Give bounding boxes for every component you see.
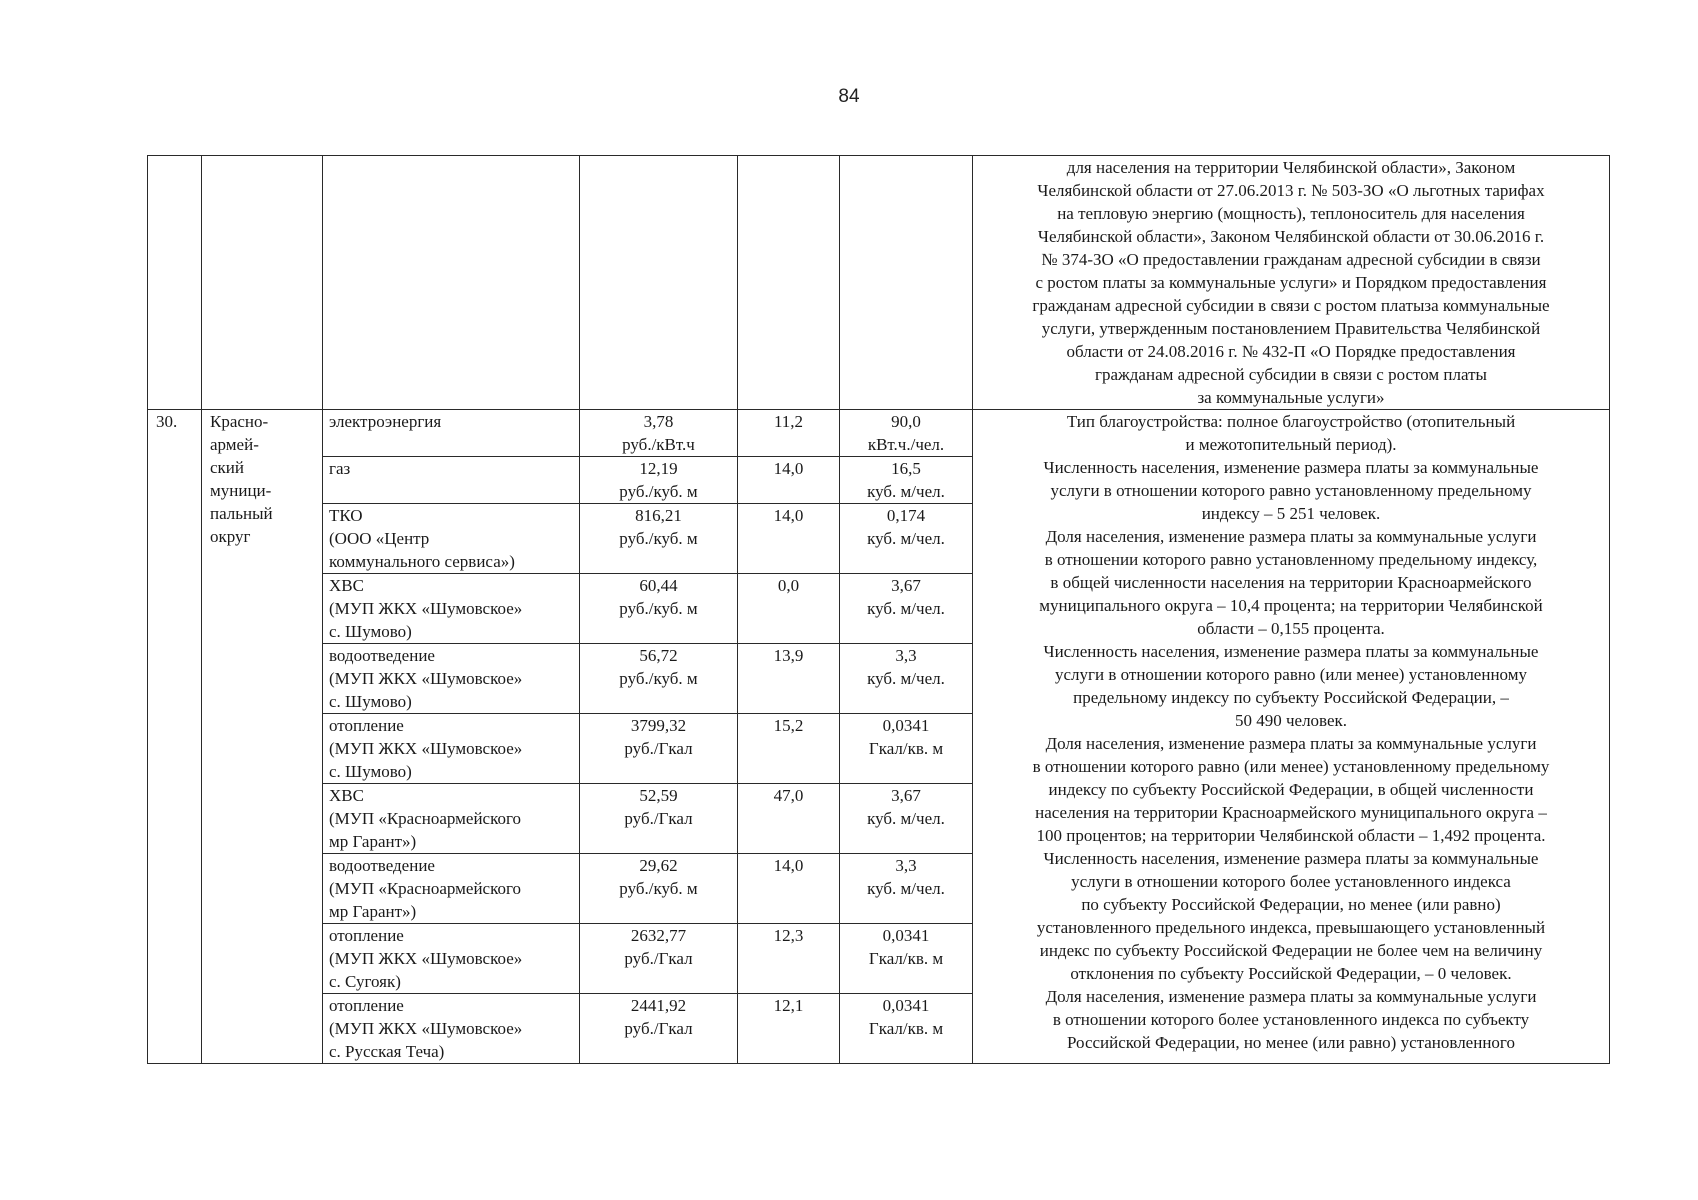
tariff-value <box>580 784 738 854</box>
norm-line: куб. м/чел. <box>867 529 945 548</box>
service-name <box>323 457 580 504</box>
index-value: 15,2 <box>738 714 840 784</box>
norm-line: куб. м/чел. <box>867 879 945 898</box>
service-name-line: газ <box>329 459 351 478</box>
municipality-name-line: ский <box>210 458 244 477</box>
note-line: услуги в отношении которого равно (или менее) установленному <box>1055 665 1527 684</box>
tariff-value <box>580 644 738 714</box>
index-value: 14,0 <box>738 854 840 924</box>
note-line: за коммунальные услуги» <box>1197 388 1385 407</box>
service-name-line: (МУП «Красноармейского <box>329 809 522 828</box>
note-line: Численность населения, изменение размера платы за коммунальные <box>1043 458 1539 477</box>
note-line: для населения на территории Челябинской области», Законом <box>1066 158 1516 177</box>
tariff-line: руб./Гкал <box>624 949 693 968</box>
note-line: в отношении которого равно (или менее) установленному предельному <box>1032 757 1550 776</box>
service-name-line: водоотведение <box>329 646 435 665</box>
tariff-line: руб./Гкал <box>624 739 693 758</box>
note-line: Доля населения, изменение размера платы за коммунальные услуги <box>1045 734 1537 753</box>
continuation-norm-cell <box>840 156 973 410</box>
continuation-note-cell <box>973 156 1610 410</box>
service-name <box>323 574 580 644</box>
tariff-value <box>580 574 738 644</box>
note-line: установленного предельного индекса, превышающего установленный <box>1036 918 1546 937</box>
index-value: 13,9 <box>738 644 840 714</box>
service-name-line: ХВС <box>329 786 364 805</box>
note-line: области – 0,155 процента. <box>1197 619 1385 638</box>
note-line: муниципального округа – 10,4 процента; на территории Челябинской <box>1039 596 1543 615</box>
continuation-name-cell <box>202 156 323 410</box>
norm-line: куб. м/чел. <box>867 482 945 501</box>
note-line: 50 490 человек. <box>1234 711 1348 730</box>
entry-number: 30. <box>148 410 202 1064</box>
note-line: по субъекту Российской Федерации, но менее (или равно) <box>1081 895 1501 914</box>
tariff-line: 52,59 <box>639 786 678 805</box>
tariff-line: 3,78 <box>643 412 674 431</box>
note-line: и межотопительный период). <box>1185 435 1397 454</box>
service-name <box>323 784 580 854</box>
service-name <box>323 410 580 457</box>
norm-line: Гкал/кв. м <box>868 1019 944 1038</box>
norm-value <box>840 644 973 714</box>
norm-line: 3,67 <box>891 576 921 595</box>
note-line: Численность населения, изменение размера платы за коммунальные <box>1043 849 1539 868</box>
tariff-line: 29,62 <box>639 856 678 875</box>
note-line: Челябинской области от 27.06.2013 г. № 503-ЗО «О льготных тарифах <box>1037 181 1545 200</box>
index-value: 0,0 <box>738 574 840 644</box>
norm-value <box>840 854 973 924</box>
norm-line: 3,67 <box>891 786 921 805</box>
norm-value <box>840 410 973 457</box>
service-name-line: (ООО «Центр <box>329 529 430 548</box>
note-line: услуги в отношении которого более установленного индекса <box>1071 872 1511 891</box>
service-name-line: отопление <box>329 926 404 945</box>
index-value: 11,2 <box>738 410 840 457</box>
municipality-name <box>202 410 323 1064</box>
note-line: гражданам адресной субсидии в связи с ростом платыза коммунальные <box>1032 296 1550 315</box>
tariff-line: 12,19 <box>639 459 678 478</box>
note-line: № 374-ЗО «О предоставлении гражданам адресной субсидии в связи <box>1041 250 1541 269</box>
tariff-value <box>580 994 738 1064</box>
tariff-line: руб./кВт.ч <box>622 435 695 454</box>
tariff-line: руб./куб. м <box>619 669 698 688</box>
continuation-number-cell <box>148 156 202 410</box>
note-line: Тип благоустройства: полное благоустройство (отопительный <box>1066 412 1516 431</box>
service-name-line: электроэнергия <box>329 412 442 431</box>
index-value: 47,0 <box>738 784 840 854</box>
norm-value <box>840 574 973 644</box>
service-name-line: (МУП ЖКХ «Шумовское» <box>329 599 523 618</box>
continuation-tariff-cell <box>580 156 738 410</box>
service-name-line: (МУП ЖКХ «Шумовское» <box>329 1019 523 1038</box>
continuation-service-cell <box>323 156 580 410</box>
tariff-line: руб./Гкал <box>624 809 693 828</box>
continuation-row <box>148 156 1610 410</box>
tariff-value <box>580 457 738 504</box>
norm-line: куб. м/чел. <box>867 599 945 618</box>
index-value: 12,1 <box>738 994 840 1064</box>
service-name-line: (МУП ЖКХ «Шумовское» <box>329 949 523 968</box>
service-name-line: коммунального сервиса») <box>329 552 515 571</box>
service-name <box>323 924 580 994</box>
service-name-line: с. Шумово) <box>329 762 412 781</box>
note-line: в общей численности населения на территории Красноармейского <box>1050 573 1532 592</box>
note-line: в отношении которого равно установленному предельному индексу, <box>1044 550 1538 569</box>
norm-value <box>840 994 973 1064</box>
note-line: в отношении которого более установленного индекса по субъекту <box>1052 1010 1530 1029</box>
norm-line: куб. м/чел. <box>867 669 945 688</box>
tariff-table <box>147 155 1610 1064</box>
service-name-line: водоотведение <box>329 856 435 875</box>
tariff-value <box>580 714 738 784</box>
norm-line: 0,174 <box>886 506 926 525</box>
tariff-line: 56,72 <box>639 646 678 665</box>
note-line: индексу по субъекту Российской Федерации, в общей численности <box>1048 780 1534 799</box>
tariff-line: руб./Гкал <box>624 1019 693 1038</box>
service-name-line: мр Гарант») <box>329 832 417 851</box>
service-name-line: ТКО <box>329 506 363 525</box>
continuation-index-cell <box>738 156 840 410</box>
service-name-line: (МУП ЖКХ «Шумовское» <box>329 739 523 758</box>
norm-value <box>840 924 973 994</box>
note-line: на тепловую энергию (мощность), теплоноситель для населения <box>1057 204 1525 223</box>
municipality-name-line: муници- <box>210 481 272 500</box>
note-line: Численность населения, изменение размера платы за коммунальные <box>1043 642 1539 661</box>
norm-line: 0,0341 <box>882 996 930 1015</box>
tariff-line: 3799,32 <box>630 716 687 735</box>
tariff-value <box>580 504 738 574</box>
service-name-line: отопление <box>329 716 404 735</box>
norm-line: куб. м/чел. <box>867 809 945 828</box>
note-line: области от 24.08.2016 г. № 432-П «О Порядке предоставления <box>1066 342 1516 361</box>
note-line: услуги в отношении которого равно установленному предельному <box>1050 481 1532 500</box>
norm-line: 3,3 <box>895 856 917 875</box>
note-line: отклонения по субъекту Российской Федерации, – 0 человек. <box>1070 964 1512 983</box>
page-number: 84 <box>838 86 860 107</box>
service-name <box>323 854 580 924</box>
service-name-line: с. Русская Теча) <box>329 1042 445 1061</box>
norm-value <box>840 714 973 784</box>
service-name-line: мр Гарант») <box>329 902 417 921</box>
service-name <box>323 504 580 574</box>
service-name-line: с. Шумово) <box>329 622 412 641</box>
index-value: 14,0 <box>738 457 840 504</box>
service-name-line: (МУП «Красноармейского <box>329 879 522 898</box>
note-line: Российской Федерации, но менее (или равно) установленного <box>1067 1033 1515 1052</box>
norm-line: Гкал/кв. м <box>868 739 944 758</box>
norm-line: Гкал/кв. м <box>868 949 944 968</box>
service-name <box>323 994 580 1064</box>
note-line: предельному индексу по субъекту Российской Федерации, – <box>1073 688 1509 707</box>
note-line: гражданам адресной субсидии в связи с ростом платы <box>1095 365 1487 384</box>
note-line: услуги, утвержденным постановлением Правительства Челябинской <box>1041 319 1541 338</box>
service-name <box>323 714 580 784</box>
service-row <box>148 410 1610 457</box>
service-name-line: с. Сугояк) <box>329 972 401 991</box>
service-name-line: (МУП ЖКХ «Шумовское» <box>329 669 523 688</box>
norm-line: 0,0341 <box>882 926 930 945</box>
tariff-table-container <box>147 155 1609 1064</box>
service-name-line: с. Шумово) <box>329 692 412 711</box>
municipality-name-line: армей- <box>210 435 259 454</box>
note-line: индексу – 5 251 человек. <box>1201 504 1381 523</box>
tariff-line: руб./куб. м <box>619 879 698 898</box>
table-body <box>148 156 1610 1064</box>
norm-value <box>840 784 973 854</box>
municipality-name-line: округ <box>210 527 251 546</box>
note-line: Доля населения, изменение размера платы за коммунальные услуги <box>1045 987 1537 1006</box>
note-line: 100 процентов; на территории Челябинской области – 1,492 процента. <box>1036 826 1546 845</box>
norm-line: 90,0 <box>891 412 921 431</box>
norm-line: 16,5 <box>891 459 921 478</box>
tariff-line: 816,21 <box>635 506 682 525</box>
entry-note <box>973 410 1610 1064</box>
note-line: Челябинской области», Законом Челябинской области от 30.06.2016 г. <box>1037 227 1545 246</box>
norm-line: 0,0341 <box>882 716 930 735</box>
service-name-line: отопление <box>329 996 404 1015</box>
note-line: Доля населения, изменение размера платы за коммунальные услуги <box>1045 527 1537 546</box>
service-name <box>323 644 580 714</box>
note-line: населения на территории Красноармейского муниципального округа – <box>1035 803 1547 822</box>
index-value: 12,3 <box>738 924 840 994</box>
tariff-value <box>580 410 738 457</box>
norm-line: кВт.ч./чел. <box>867 435 945 454</box>
municipality-name-line: пальный <box>210 504 273 523</box>
tariff-value <box>580 924 738 994</box>
tariff-line: руб./куб. м <box>619 529 698 548</box>
note-line: индекс по субъекту Российской Федерации не более чем на величину <box>1039 941 1543 960</box>
norm-line: 3,3 <box>895 646 917 665</box>
tariff-line: 2441,92 <box>630 996 687 1015</box>
norm-value <box>840 504 973 574</box>
tariff-line: руб./куб. м <box>619 599 698 618</box>
tariff-line: руб./куб. м <box>619 482 698 501</box>
norm-value <box>840 457 973 504</box>
tariff-line: 2632,77 <box>630 926 687 945</box>
index-value: 14,0 <box>738 504 840 574</box>
service-name-line: ХВС <box>329 576 364 595</box>
tariff-line: 60,44 <box>639 576 678 595</box>
note-line: с ростом платы за коммунальные услуги» и Порядком предоставления <box>1035 273 1547 292</box>
tariff-value <box>580 854 738 924</box>
municipality-name-line: Красно- <box>210 412 269 431</box>
